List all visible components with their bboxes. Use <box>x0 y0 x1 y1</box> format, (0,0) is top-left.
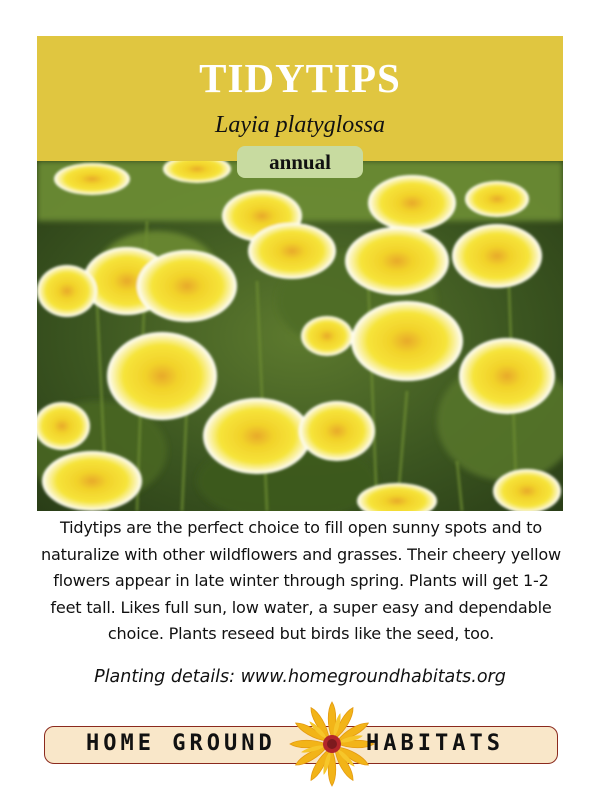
plant-description: Tidytips are the perfect choice to fill open sunny spots and to naturalize with other wildflowers and grasses. Their cheery yellow flowers appear in late winter through spring. Plants will get 1-2 feet tall. Likes full sun, low water, a super easy and dependable choice. Plants reseed but birds like the seed, too. <box>41 518 561 643</box>
footer-brand-right: HABITATS <box>366 731 504 756</box>
flower-photo-illustration <box>37 161 563 511</box>
lifecycle-badge: annual <box>237 146 363 178</box>
planting-details-link[interactable]: Planting details: www.homegroundhabitats.org <box>94 667 506 687</box>
card-header <box>37 36 563 162</box>
plant-common-name: TIDYTIPS <box>199 55 401 101</box>
plant-scientific-name: Layia platyglossa <box>214 112 385 138</box>
footer-brand-left: HOME GROUND <box>86 731 276 756</box>
flower-photo <box>37 161 563 511</box>
daisy-flower-icon <box>287 700 377 788</box>
